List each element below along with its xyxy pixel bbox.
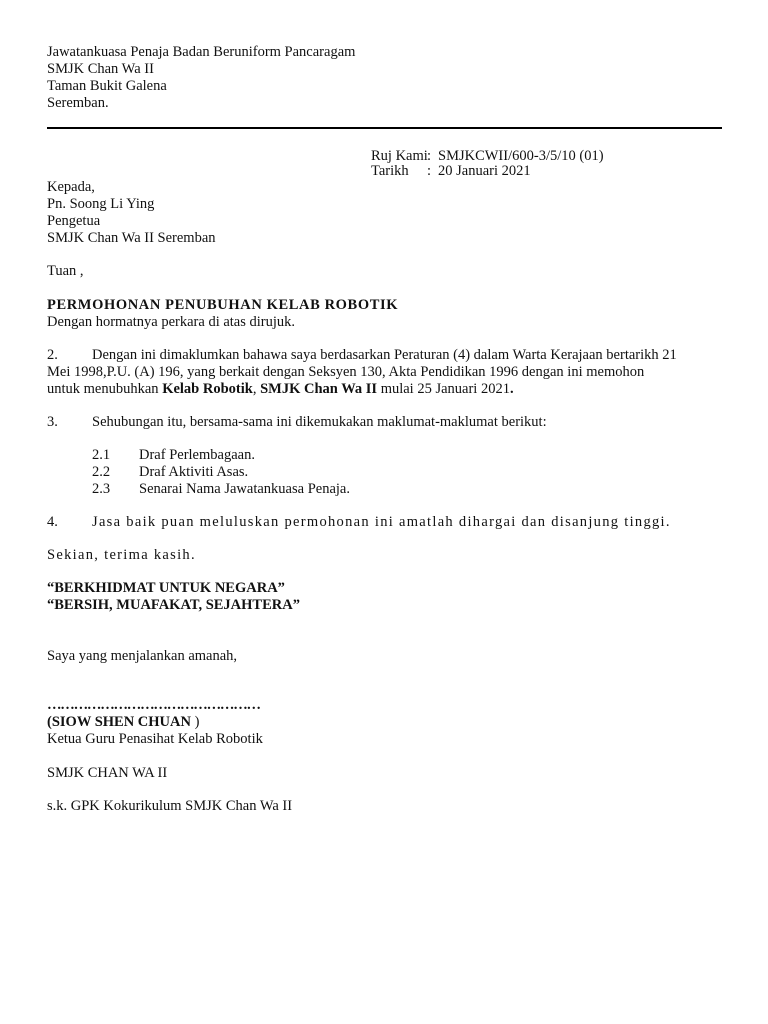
para2-comma: , xyxy=(252,381,261,397)
closing-line: Sekian, terima kasih. xyxy=(47,547,196,563)
signer-title: Ketua Guru Penasihat Kelab Robotik xyxy=(47,731,263,747)
header-divider xyxy=(47,127,722,129)
sender-line-4: Seremban. xyxy=(47,95,109,111)
ref-label: Ruj Kami xyxy=(371,148,428,164)
club-name: Kelab Robotik xyxy=(162,381,253,397)
cc-line: s.k. GPK Kokurikulum SMJK Chan Wa II xyxy=(47,798,293,814)
motto-line-2: “BERSIH, MUAFAKAT, SEJAHTERA” xyxy=(47,597,300,613)
recipient-line-1: Kepada, xyxy=(47,179,95,195)
subject-heading: PERMOHONAN PENUBUHAN KELAB ROBOTIK xyxy=(47,297,399,313)
para4-text: Jasa baik puan meluluskan permohonan ini amatlah dihargai dan disanjung tinggi. xyxy=(92,514,671,530)
signer-name: SIOW SHEN CHUAN xyxy=(51,714,191,730)
signer-close-paren: ) xyxy=(190,714,200,730)
recipient-line-3: Pengetua xyxy=(47,213,101,229)
sender-line-1: Jawatankuasa Penaja Badan Beruniform Pancaragam xyxy=(47,44,356,60)
para2-line-3 xyxy=(47,381,514,398)
recipient-line-2: Pn. Soong Li Ying xyxy=(47,196,155,212)
sender-line-3: Taman Bukit Galena xyxy=(47,78,167,94)
signature-line: ………………………………………… xyxy=(47,697,260,713)
ref-value: SMJKCWII/600-3/5/10 (01) xyxy=(438,148,604,164)
para2-line-1: Dengan ini dimaklumkan bahawa saya berdasarkan Peraturan (4) dalam Warta Kerajaan bertarikh 21 xyxy=(92,347,677,363)
date-value: 20 Januari 2021 xyxy=(438,163,531,179)
para3-number: 3. xyxy=(47,414,58,430)
list-item-1-text: Draf Perlembagaan. xyxy=(139,447,255,463)
para2-number: 2. xyxy=(47,347,58,363)
list-item-2-text: Draf Aktiviti Asas. xyxy=(139,464,249,480)
signoff-line: Saya yang menjalankan amanah, xyxy=(47,648,238,664)
intro-line: Dengan hormatnya perkara di atas dirujuk. xyxy=(47,314,296,330)
list-item-2-number: 2.2 xyxy=(92,464,111,480)
para3-text: Sehubungan itu, bersama-sama ini dikemukakan maklumat-maklumat berikut: xyxy=(92,414,547,430)
school-name: SMJK Chan Wa II xyxy=(260,381,378,397)
salutation: Tuan , xyxy=(47,263,84,279)
para2-period: . xyxy=(509,381,514,397)
para4-number: 4. xyxy=(47,514,58,530)
motto-line-1: “BERKHIDMAT UNTUK NEGARA” xyxy=(47,580,285,596)
signer-open-paren: ( xyxy=(47,714,52,730)
sender-line-2: SMJK Chan Wa II xyxy=(47,61,154,77)
date-label: Tarikh xyxy=(371,163,409,179)
date-colon: : xyxy=(427,163,432,179)
signer-name-line xyxy=(47,714,199,731)
list-item-3-text: Senarai Nama Jawatankuasa Penaja. xyxy=(139,481,350,497)
para2-line-2: Mei 1998,P.U. (A) 196, yang berkait dengan Seksyen 130, Akta Pendidikan 1996 dengan ini memohon xyxy=(47,364,645,380)
signer-school: SMJK CHAN WA II xyxy=(47,765,168,781)
ref-colon: : xyxy=(427,148,432,164)
list-item-1-number: 2.1 xyxy=(92,447,111,463)
recipient-line-4: SMJK Chan Wa II Seremban xyxy=(47,230,216,246)
para2-line-3-post: mulai 25 Januari 2021 xyxy=(377,381,510,397)
list-item-3-number: 2.3 xyxy=(92,481,111,497)
para2-line-3-pre: untuk menubuhkan xyxy=(47,381,163,397)
